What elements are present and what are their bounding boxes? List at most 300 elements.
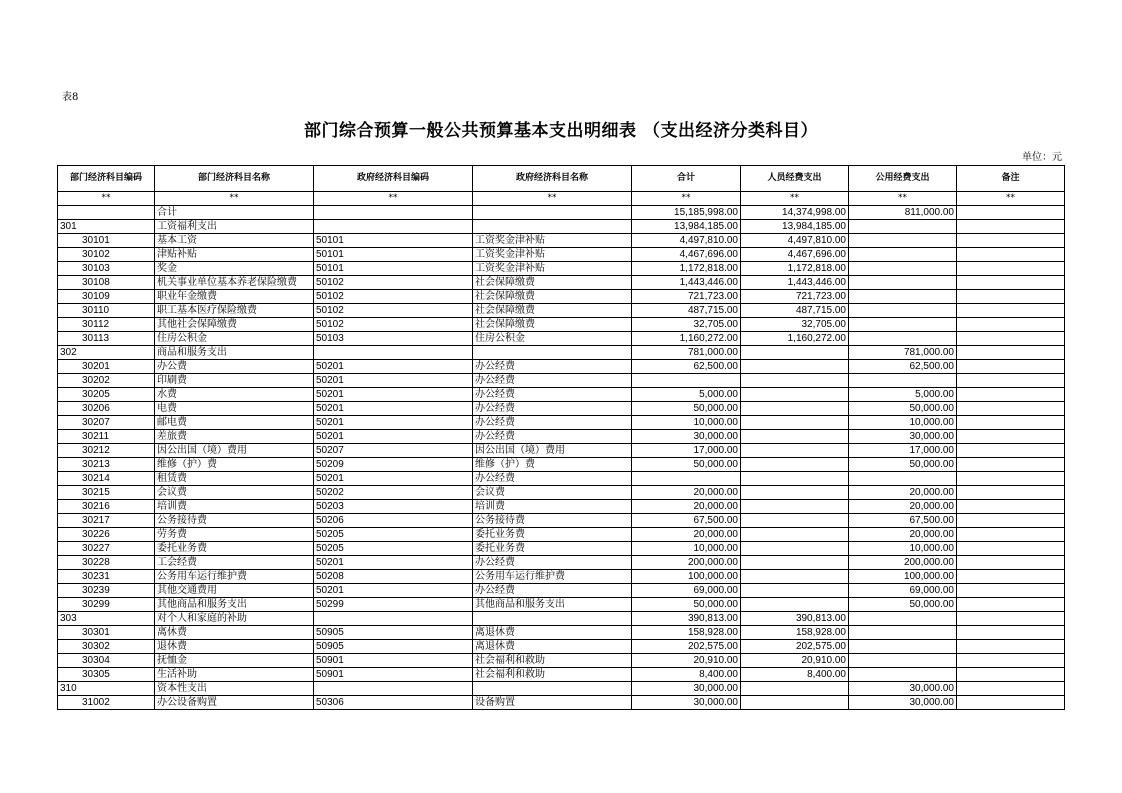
personnel-cell: [741, 430, 849, 444]
total-cell: 30,000.00: [632, 682, 741, 696]
note-cell: [957, 402, 1065, 416]
account-name-cell: 机关事业单位基本养老保险缴费: [155, 276, 314, 290]
table-row: [58, 374, 1065, 388]
table-row: [58, 206, 1065, 220]
table-row: [58, 514, 1065, 528]
account-code-cell: 30113: [58, 332, 155, 346]
note-cell: [957, 486, 1065, 500]
note-cell: [957, 346, 1065, 360]
gov-code-cell: [314, 612, 473, 626]
note-cell: [957, 262, 1065, 276]
total-cell: 20,000.00: [632, 500, 741, 514]
note-cell: [957, 444, 1065, 458]
total-cell: 1,172,818.00: [632, 262, 741, 276]
gov-code-cell: 50201: [314, 556, 473, 570]
gov-name-cell: 离退休费: [473, 640, 632, 654]
public-cell: [849, 640, 957, 654]
total-cell: 20,000.00: [632, 528, 741, 542]
note-cell: [957, 248, 1065, 262]
note-cell: [957, 290, 1065, 304]
gov-code-cell: [314, 682, 473, 696]
gov-code-cell: 50203: [314, 500, 473, 514]
table-row: [58, 388, 1065, 402]
marker-cell: **: [741, 192, 849, 206]
personnel-cell: [741, 584, 849, 598]
public-cell: 20,000.00: [849, 486, 957, 500]
account-name-cell: 津贴补贴: [155, 248, 314, 262]
total-cell: 4,497,810.00: [632, 234, 741, 248]
account-code-cell: 301: [58, 220, 155, 234]
account-name-cell: 印刷费: [155, 374, 314, 388]
account-code-cell: 30216: [58, 500, 155, 514]
account-code-cell: 302: [58, 346, 155, 360]
personnel-cell: [741, 682, 849, 696]
gov-name-cell: 办公经费: [473, 402, 632, 416]
account-name-cell: 奖金: [155, 262, 314, 276]
gov-code-cell: 50205: [314, 542, 473, 556]
public-cell: 811,000.00: [849, 206, 957, 220]
note-cell: [957, 528, 1065, 542]
public-cell: 17,000.00: [849, 444, 957, 458]
column-header: 公用经费支出: [849, 166, 957, 192]
note-cell: [957, 304, 1065, 318]
total-cell: 158,928.00: [632, 626, 741, 640]
account-code-cell: 30213: [58, 458, 155, 472]
table-row: [58, 682, 1065, 696]
account-name-cell: 水费: [155, 388, 314, 402]
public-cell: [849, 234, 957, 248]
header-row: [58, 166, 1065, 192]
note-cell: [957, 584, 1065, 598]
public-cell: 50,000.00: [849, 598, 957, 612]
account-name-cell: 职工基本医疗保险缴费: [155, 304, 314, 318]
personnel-cell: [741, 528, 849, 542]
account-code-cell: 310: [58, 682, 155, 696]
public-cell: [849, 374, 957, 388]
gov-name-cell: 工资奖金津补贴: [473, 262, 632, 276]
gov-code-cell: 50208: [314, 570, 473, 584]
public-cell: 10,000.00: [849, 542, 957, 556]
gov-code-cell: 50103: [314, 332, 473, 346]
total-cell: 5,000.00: [632, 388, 741, 402]
total-cell: 69,000.00: [632, 584, 741, 598]
gov-name-cell: 社会福利和救助: [473, 654, 632, 668]
note-cell: [957, 668, 1065, 682]
account-name-cell: 因公出国（境）费用: [155, 444, 314, 458]
total-cell: 781,000.00: [632, 346, 741, 360]
account-code-cell: 30304: [58, 654, 155, 668]
note-cell: [957, 640, 1065, 654]
gov-name-cell: 公务接待费: [473, 514, 632, 528]
note-cell: [957, 472, 1065, 486]
table-number: 表8: [62, 92, 79, 103]
note-cell: [957, 598, 1065, 612]
table-row: [58, 640, 1065, 654]
note-cell: [957, 416, 1065, 430]
personnel-cell: [741, 500, 849, 514]
total-cell: 1,160,272.00: [632, 332, 741, 346]
table-row: [58, 248, 1065, 262]
marker-cell: **: [473, 192, 632, 206]
personnel-cell: [741, 696, 849, 710]
gov-code-cell: 50207: [314, 444, 473, 458]
account-code-cell: 30301: [58, 626, 155, 640]
gov-code-cell: 50201: [314, 388, 473, 402]
account-code-cell: 30103: [58, 262, 155, 276]
account-name-cell: 其他社会保障缴费: [155, 318, 314, 332]
account-name-cell: 离休费: [155, 626, 314, 640]
account-code-cell: 30215: [58, 486, 155, 500]
gov-name-cell: 办公经费: [473, 430, 632, 444]
account-name-cell: 差旅费: [155, 430, 314, 444]
gov-name-cell: 办公经费: [473, 360, 632, 374]
public-cell: 781,000.00: [849, 346, 957, 360]
gov-name-cell: [473, 612, 632, 626]
gov-code-cell: 50201: [314, 402, 473, 416]
gov-name-cell: 离退休费: [473, 626, 632, 640]
gov-name-cell: 社会保障缴费: [473, 276, 632, 290]
account-name-cell: 委托业务费: [155, 542, 314, 556]
table-row: [58, 332, 1065, 346]
table-row: [58, 598, 1065, 612]
table-row: [58, 486, 1065, 500]
table-row: [58, 668, 1065, 682]
total-cell: 17,000.00: [632, 444, 741, 458]
table-row: [58, 626, 1065, 640]
unit-label: 单位：元: [1022, 152, 1062, 163]
account-code-cell: 30228: [58, 556, 155, 570]
total-cell: 487,715.00: [632, 304, 741, 318]
table-row: [58, 262, 1065, 276]
table-row: [58, 346, 1065, 360]
public-cell: 200,000.00: [849, 556, 957, 570]
gov-code-cell: 50201: [314, 472, 473, 486]
public-cell: 67,500.00: [849, 514, 957, 528]
note-cell: [957, 626, 1065, 640]
total-cell: 62,500.00: [632, 360, 741, 374]
account-code-cell: 30110: [58, 304, 155, 318]
public-cell: 62,500.00: [849, 360, 957, 374]
total-cell: 1,443,446.00: [632, 276, 741, 290]
account-name-cell: 其他交通费用: [155, 584, 314, 598]
marker-cell: **: [957, 192, 1065, 206]
personnel-cell: 1,160,272.00: [741, 332, 849, 346]
gov-name-cell: 会议费: [473, 486, 632, 500]
account-code-cell: 31002: [58, 696, 155, 710]
total-cell: 50,000.00: [632, 402, 741, 416]
gov-name-cell: [473, 346, 632, 360]
total-cell: 20,910.00: [632, 654, 741, 668]
account-code-cell: 30108: [58, 276, 155, 290]
gov-code-cell: 50102: [314, 290, 473, 304]
personnel-cell: [741, 570, 849, 584]
gov-name-cell: 设备购置: [473, 696, 632, 710]
note-cell: [957, 388, 1065, 402]
gov-name-cell: 委托业务费: [473, 528, 632, 542]
table-row: [58, 542, 1065, 556]
gov-code-cell: 50306: [314, 696, 473, 710]
note-cell: [957, 542, 1065, 556]
table-row: [58, 234, 1065, 248]
public-cell: 50,000.00: [849, 402, 957, 416]
total-cell: 20,000.00: [632, 486, 741, 500]
account-name-cell: 劳务费: [155, 528, 314, 542]
note-cell: [957, 360, 1065, 374]
account-name-cell: 住房公积金: [155, 332, 314, 346]
gov-code-cell: 50102: [314, 304, 473, 318]
marker-cell: **: [155, 192, 314, 206]
gov-code-cell: 50201: [314, 360, 473, 374]
note-cell: [957, 332, 1065, 346]
personnel-cell: 4,467,696.00: [741, 248, 849, 262]
total-cell: 4,467,696.00: [632, 248, 741, 262]
public-cell: 50,000.00: [849, 458, 957, 472]
gov-name-cell: 办公经费: [473, 374, 632, 388]
gov-code-cell: 50901: [314, 668, 473, 682]
total-cell: 10,000.00: [632, 416, 741, 430]
account-code-cell: 30205: [58, 388, 155, 402]
personnel-cell: [741, 514, 849, 528]
personnel-cell: 13,984,185.00: [741, 220, 849, 234]
table-row: [58, 472, 1065, 486]
table-row: [58, 584, 1065, 598]
gov-code-cell: 50101: [314, 248, 473, 262]
table-row: [58, 654, 1065, 668]
personnel-cell: 1,172,818.00: [741, 262, 849, 276]
gov-name-cell: 因公出国（境）费用: [473, 444, 632, 458]
note-cell: [957, 500, 1065, 514]
account-name-cell: 商品和服务支出: [155, 346, 314, 360]
note-cell: [957, 570, 1065, 584]
account-code-cell: 30101: [58, 234, 155, 248]
total-cell: 30,000.00: [632, 696, 741, 710]
gov-name-cell: 维修（护）费: [473, 458, 632, 472]
account-code-cell: 30305: [58, 668, 155, 682]
gov-name-cell: 工资奖金津补贴: [473, 248, 632, 262]
table-row: [58, 276, 1065, 290]
personnel-cell: [741, 444, 849, 458]
column-header: 部门经济科目名称: [155, 166, 314, 192]
public-cell: [849, 304, 957, 318]
personnel-cell: 8,400.00: [741, 668, 849, 682]
note-cell: [957, 654, 1065, 668]
personnel-cell: 4,497,810.00: [741, 234, 849, 248]
personnel-cell: [741, 374, 849, 388]
personnel-cell: [741, 388, 849, 402]
account-name-cell: 职业年金缴费: [155, 290, 314, 304]
personnel-cell: 721,723.00: [741, 290, 849, 304]
total-cell: 32,705.00: [632, 318, 741, 332]
marker-cell: **: [314, 192, 473, 206]
personnel-cell: [741, 598, 849, 612]
account-name-cell: 公务用车运行维护费: [155, 570, 314, 584]
gov-name-cell: [473, 206, 632, 220]
note-cell: [957, 458, 1065, 472]
gov-code-cell: 50201: [314, 584, 473, 598]
account-code-cell: 30302: [58, 640, 155, 654]
account-name-cell: 维修（护）费: [155, 458, 314, 472]
personnel-cell: [741, 458, 849, 472]
public-cell: 30,000.00: [849, 430, 957, 444]
gov-name-cell: 办公经费: [473, 556, 632, 570]
note-cell: [957, 276, 1065, 290]
account-name-cell: 办公费: [155, 360, 314, 374]
public-cell: 30,000.00: [849, 682, 957, 696]
gov-name-cell: 办公经费: [473, 472, 632, 486]
account-code-cell: 30239: [58, 584, 155, 598]
column-header: 部门经济科目编码: [58, 166, 155, 192]
personnel-cell: 1,443,446.00: [741, 276, 849, 290]
public-cell: [849, 318, 957, 332]
table-row: [58, 570, 1065, 584]
total-cell: 50,000.00: [632, 598, 741, 612]
personnel-cell: [741, 556, 849, 570]
note-cell: [957, 612, 1065, 626]
personnel-cell: 487,715.00: [741, 304, 849, 318]
account-name-cell: 邮电费: [155, 416, 314, 430]
public-cell: [849, 262, 957, 276]
gov-code-cell: 50202: [314, 486, 473, 500]
account-name-cell: 工会经费: [155, 556, 314, 570]
account-code-cell: [58, 206, 155, 220]
public-cell: [849, 612, 957, 626]
gov-name-cell: 社会保障缴费: [473, 304, 632, 318]
gov-name-cell: 住房公积金: [473, 332, 632, 346]
account-name-cell: 办公设备购置: [155, 696, 314, 710]
public-cell: [849, 332, 957, 346]
personnel-cell: [741, 472, 849, 486]
account-name-cell: 合计: [155, 206, 314, 220]
note-cell: [957, 318, 1065, 332]
note-cell: [957, 220, 1065, 234]
gov-code-cell: 50201: [314, 374, 473, 388]
personnel-cell: 32,705.00: [741, 318, 849, 332]
table-row: [58, 696, 1065, 710]
account-name-cell: 电费: [155, 402, 314, 416]
gov-code-cell: 50101: [314, 262, 473, 276]
public-cell: [849, 654, 957, 668]
column-header: 合计: [632, 166, 741, 192]
account-name-cell: 对个人和家庭的补助: [155, 612, 314, 626]
public-cell: 30,000.00: [849, 696, 957, 710]
table-row: [58, 500, 1065, 514]
account-code-cell: 30214: [58, 472, 155, 486]
account-name-cell: 资本性支出: [155, 682, 314, 696]
total-cell: 30,000.00: [632, 430, 741, 444]
gov-code-cell: 50201: [314, 430, 473, 444]
table-row: [58, 220, 1065, 234]
note-cell: [957, 682, 1065, 696]
account-name-cell: 其他商品和服务支出: [155, 598, 314, 612]
account-name-cell: 会议费: [155, 486, 314, 500]
table-row: [58, 458, 1065, 472]
marker-cell: **: [58, 192, 155, 206]
table-row: [58, 290, 1065, 304]
total-cell: [632, 472, 741, 486]
table-row: [58, 556, 1065, 570]
account-code-cell: 30231: [58, 570, 155, 584]
public-cell: 20,000.00: [849, 500, 957, 514]
note-cell: [957, 696, 1065, 710]
gov-name-cell: 办公经费: [473, 388, 632, 402]
total-cell: 200,000.00: [632, 556, 741, 570]
note-cell: [957, 514, 1065, 528]
gov-code-cell: 50102: [314, 318, 473, 332]
account-name-cell: 基本工资: [155, 234, 314, 248]
page-title: 部门综合预算一般公共预算基本支出明细表 （支出经济分类科目）: [304, 121, 818, 141]
public-cell: [849, 668, 957, 682]
account-name-cell: 退休费: [155, 640, 314, 654]
gov-name-cell: 办公经费: [473, 416, 632, 430]
public-cell: 69,000.00: [849, 584, 957, 598]
column-header: 人员经费支出: [741, 166, 849, 192]
account-code-cell: 303: [58, 612, 155, 626]
account-code-cell: 30206: [58, 402, 155, 416]
table-row: [58, 444, 1065, 458]
column-header: 政府经济科目名称: [473, 166, 632, 192]
public-cell: [849, 248, 957, 262]
gov-code-cell: 50209: [314, 458, 473, 472]
account-code-cell: 30226: [58, 528, 155, 542]
personnel-cell: [741, 542, 849, 556]
column-header: 政府经济科目编码: [314, 166, 473, 192]
table-row: [58, 416, 1065, 430]
gov-code-cell: 50101: [314, 234, 473, 248]
total-cell: 50,000.00: [632, 458, 741, 472]
table-row: [58, 612, 1065, 626]
account-name-cell: 生活补助: [155, 668, 314, 682]
note-cell: [957, 430, 1065, 444]
personnel-cell: [741, 486, 849, 500]
account-name-cell: 公务接待费: [155, 514, 314, 528]
column-header: 备注: [957, 166, 1065, 192]
account-code-cell: 30102: [58, 248, 155, 262]
note-cell: [957, 234, 1065, 248]
public-cell: [849, 220, 957, 234]
total-cell: 8,400.00: [632, 668, 741, 682]
public-cell: 100,000.00: [849, 570, 957, 584]
budget-detail-table: [57, 165, 1065, 710]
public-cell: [849, 626, 957, 640]
note-cell: [957, 374, 1065, 388]
account-name-cell: 抚恤金: [155, 654, 314, 668]
personnel-cell: [741, 360, 849, 374]
total-cell: 721,723.00: [632, 290, 741, 304]
gov-name-cell: 办公经费: [473, 584, 632, 598]
total-cell: 15,185,998.00: [632, 206, 741, 220]
table-row: [58, 528, 1065, 542]
public-cell: [849, 472, 957, 486]
total-cell: 390,813.00: [632, 612, 741, 626]
gov-name-cell: 工资奖金津补贴: [473, 234, 632, 248]
account-name-cell: 租赁费: [155, 472, 314, 486]
note-cell: [957, 206, 1065, 220]
gov-name-cell: [473, 220, 632, 234]
account-name-cell: 工资福利支出: [155, 220, 314, 234]
public-cell: 20,000.00: [849, 528, 957, 542]
account-code-cell: 30112: [58, 318, 155, 332]
gov-code-cell: [314, 220, 473, 234]
account-code-cell: 30201: [58, 360, 155, 374]
table-row: [58, 430, 1065, 444]
account-code-cell: 30212: [58, 444, 155, 458]
gov-code-cell: 50905: [314, 640, 473, 654]
gov-code-cell: 50901: [314, 654, 473, 668]
public-cell: 5,000.00: [849, 388, 957, 402]
gov-code-cell: 50201: [314, 416, 473, 430]
account-code-cell: 30207: [58, 416, 155, 430]
account-code-cell: 30217: [58, 514, 155, 528]
